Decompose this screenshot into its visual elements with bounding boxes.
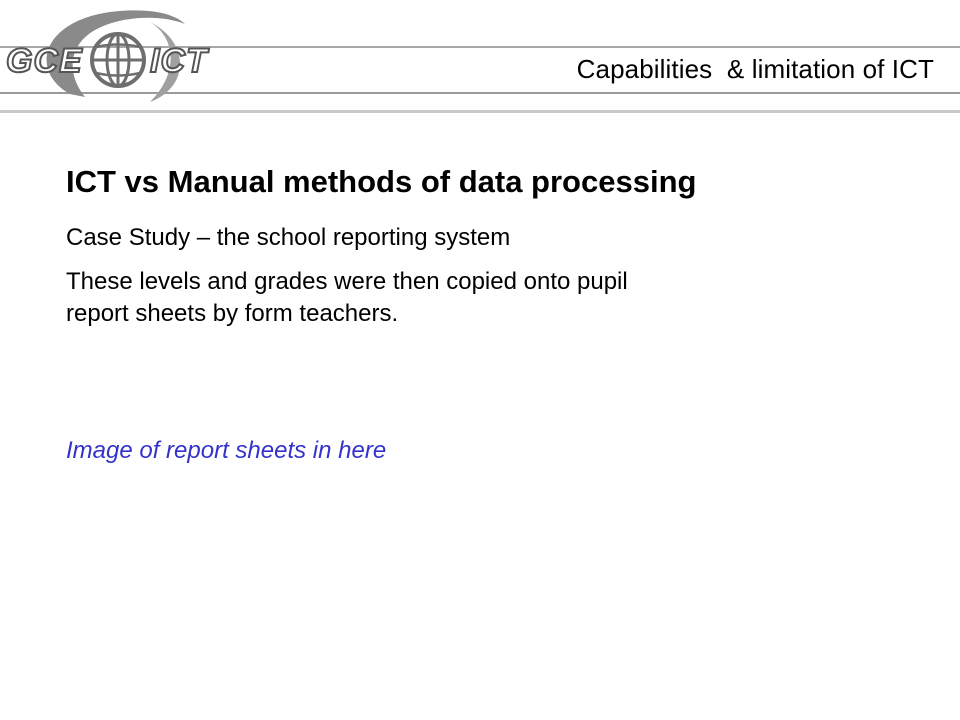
body-paragraph-line-2: report sheets by form teachers. [66,300,399,327]
logo-text-right: ICT [150,42,208,80]
globe-icon [92,34,144,86]
case-study-subheading: Case Study – the school reporting system [66,224,511,251]
gce-ict-logo [0,2,230,112]
image-placeholder-text: Image of report sheets in here [66,437,387,464]
body-paragraph-line-1: These levels and grades were then copied onto pupil [66,268,628,295]
page-heading: ICT vs Manual methods of data processing [66,164,697,199]
logo-text-left: GCE [6,42,83,80]
body-paragraph [66,266,926,330]
header-title: Capabilities & limitation of ICT [576,54,934,84]
main-content [66,162,926,330]
